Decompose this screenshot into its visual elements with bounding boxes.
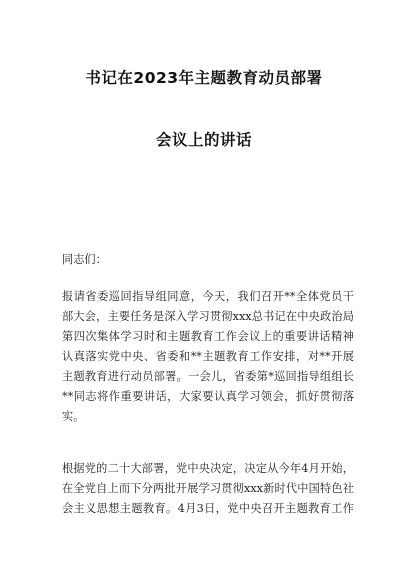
paragraph-line: 主题教育进行动员部署。一会儿，省委第*巡回指导组组长 xyxy=(62,370,354,383)
greeting xyxy=(62,250,354,270)
paragraph-line: 第四次集体学习时和主题教育工作会议上的重要讲话精神 xyxy=(62,330,354,343)
paragraph-line: 实。 xyxy=(62,410,85,423)
paragraph-1 xyxy=(62,287,354,427)
paragraph-line: 在全党自上而下分两批开展学习贯彻xxx新时代中国特色社 xyxy=(62,482,354,495)
paragraph-line: **同志将作重要讲话，大家要认真学习领会，抓好贯彻落 xyxy=(62,390,354,403)
paragraph-line: 根据党的二十大部署，党中央决定，决定从今年4月开始， xyxy=(62,462,354,475)
paragraph-line: 认真落实党中央、省委和**主题教育工作安排，对**开展 xyxy=(62,350,354,363)
document-title-line-2: 会议上的讲话 xyxy=(155,131,252,149)
document-title-line-1: 书记在2023年主题教育动员部署 xyxy=(85,69,323,87)
greeting-text: 同志们： xyxy=(62,253,107,266)
paragraph-line: 报请省委巡回指导组同意，今天，我们召开**全体党员干 xyxy=(62,290,354,303)
paragraph-line: 会主义思想主题教育。4月3日，党中央召开主题教育工作 xyxy=(62,502,354,515)
paragraph-2 xyxy=(62,459,354,519)
paragraph-line: 部大会，主要任务是深入学习贯彻xxx总书记在中央政治局 xyxy=(62,310,354,323)
